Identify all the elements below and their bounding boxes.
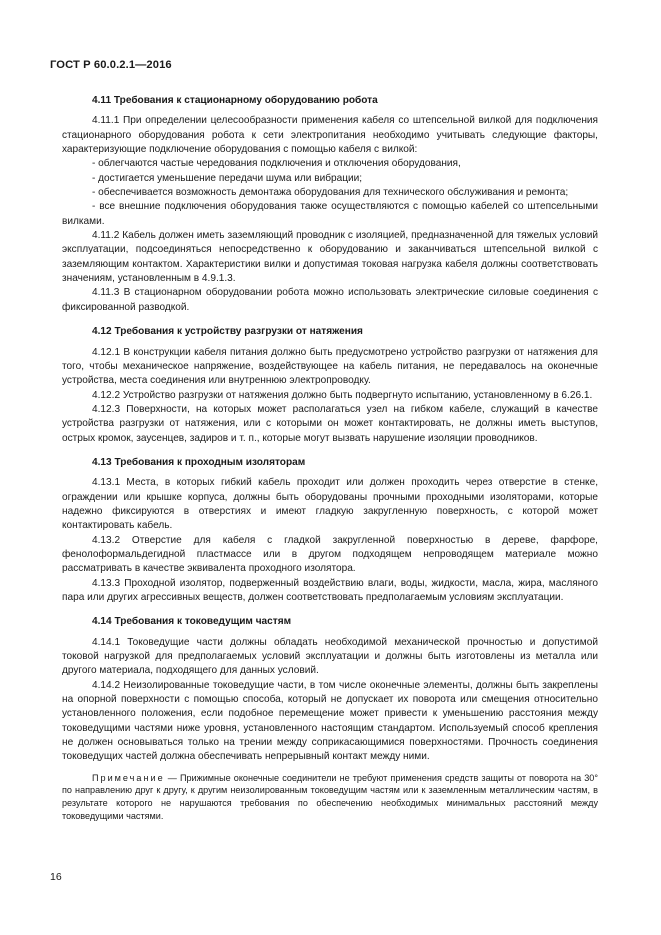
page-number: 16 [50, 871, 62, 883]
section-title-4-14: 4.14 Требования к токоведущим частям [92, 616, 292, 628]
standard-header: ГОСТ Р 60.0.2.1—2016 [50, 59, 172, 71]
factors-list [62, 157, 598, 229]
section-4-13 [62, 456, 598, 605]
list-item: - достигается уменьшение передачи шума или вибрации; [92, 172, 363, 184]
paragraph-4-11-3: 4.11.3 В стационарном оборудовании робота можно использовать электрические силовые соединения с фиксированной разводкой. [62, 287, 598, 313]
paragraph-4-13-1: 4.13.1 Места, в которых гибкий кабель проходит или должен проходить через отверстие в стенке, ограждении или крышке корпуса, должны быть оборудованы прочными проходными изоляторами, которые надежно фиксируются в отверстиях и имеют гладкую закругленную поверхность, с которой может контактировать кабель. [62, 477, 598, 532]
note-paragraph [62, 772, 598, 822]
paragraph-4-13-3: 4.13.3 Проходной изолятор, подверженный воздействию влаги, воды, жидкости, масла, жира, масляного пара или других агрессивных веществ, должен соответствовать предполагаемым условиям эксплуатации. [62, 577, 598, 603]
paragraph-4-14-2: 4.14.2 Неизолированные токоведущие части, в том числе оконечные элементы, должны быть закреплены на опорной поверхности с помощью способа, который не допускает их поворота или смещения относительно установленного положения, если подобное перемещение может привести к уменьшению расстояния между токоведущими частями ниже уровня, установленного настоящим стандартом. Используемый способ крепления не должен основываться только на трении между соприкасающимися поверхностями. Прочность соединения токоведущих частей должна обеспечивать непрерывный контакт между ними. [62, 679, 598, 763]
paragraph-4-14-1: 4.14.1 Токоведущие части должны обладать необходимой механической прочностью и допустимой токовой нагрузкой для предполагаемых условий эксплуатации и должны быть изготовлены из металла или другого материала, подходящего для данных условий. [62, 636, 598, 677]
section-4-14 [62, 615, 598, 822]
paragraph-4-12-3: 4.12.3 Поверхности, на которых может располагаться узел на гибком кабеле, служащий в качестве устройства разгрузки от натяжения, или с которыми он может контактировать, не должны иметь выступов, острых кромок, заусенцев, задиров и т. п., которые могут вызвать нарушение изоляции проводников. [62, 403, 598, 444]
section-title-4-13: 4.13 Требования к проходным изоляторам [92, 456, 306, 468]
list-item: - облегчаются частые чередования подключения и отключения оборудования, [92, 158, 461, 170]
section-title-4-12: 4.12 Требования к устройству разгрузки от натяжения [92, 326, 363, 338]
paragraph-4-12-1: 4.12.1 В конструкции кабеля питания должно быть предусмотрено устройство разгрузки от натяжения для того, чтобы механическое напряжение, воздействующее на кабель питания, не передавалось на оконечные устройства, места соединения или внутреннюю электропроводку. [62, 346, 598, 387]
document-body [62, 94, 598, 822]
paragraph-4-11-2: 4.11.2 Кабель должен иметь заземляющий проводник с изоляцией, предназначенной для тяжелых условий эксплуатации, подсоединяться непосредственно к оборудованию и заканчиваться штепсельной вилкой с заземляющим контактом. Характеристики вилки и допустимая токовая нагрузка кабеля должны соответствовать значениям, установленным в 4.9.1.3. [62, 230, 598, 285]
note-text: — Прижимные оконечные соединители не требуют применения средств защиты от поворота на 30° по направлению друг к другу, к другим неизолированным токоведущим частям или к заземленным металлическим частям, в результате которого не нарушаются требования по обеспечению необходимых минимальных расстояний между токоведущими частями. [62, 772, 598, 821]
paragraph-4-12-2: 4.12.2 Устройство разгрузки от натяжения должно быть подвергнуто испытанию, установленному в 6.26.1. [92, 389, 593, 401]
section-title-4-11: 4.11 Требования к стационарному оборудованию робота [92, 95, 378, 106]
section-4-11 [62, 94, 598, 315]
list-item: - обеспечивается возможность демонтажа оборудования для технического обслуживания и ремонта; [92, 187, 569, 199]
list-item: - все внешние подключения оборудования также осуществляются с помощью кабелей со штепсельными вилками. [62, 201, 598, 227]
note-label: Примечание [92, 772, 165, 783]
paragraph-4-11-1: 4.11.1 При определении целесообразности применения кабеля со штепсельной вилкой для подключения стационарного оборудования робота к сети электропитания необходимо учитывать следующие факторы, характеризующие подключение оборудования с помощью кабеля с вилкой: [62, 115, 598, 156]
paragraph-4-13-2: 4.13.2 Отверстие для кабеля с гладкой закругленной поверхностью в дереве, фарфоре, фенолоформальдегидной пластмассе или в другом подходящем непроводящем материале можно рассматривать в качестве эквивалента проходного изолятора. [62, 534, 598, 575]
section-4-12 [62, 325, 598, 446]
